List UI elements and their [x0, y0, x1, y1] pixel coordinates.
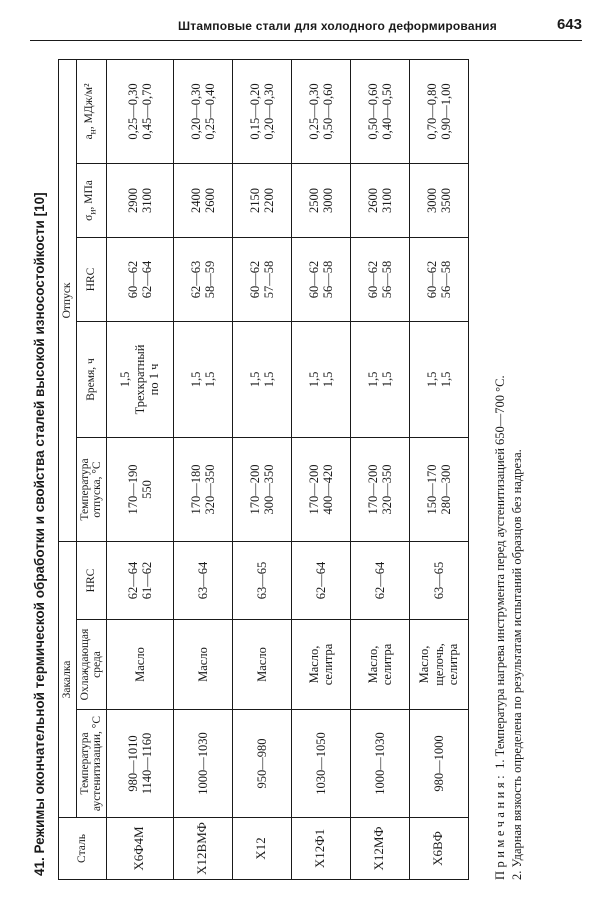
cell-aust-temp [232, 710, 291, 818]
cell-hrc-q [173, 541, 232, 619]
cell-line: 170—180 [188, 464, 203, 515]
page-header [30, 0, 582, 41]
cell-steel: Х12МФ [350, 818, 409, 880]
cell-line: 1,5 [379, 371, 394, 388]
notes-label: Примечания: [493, 771, 507, 880]
cell-line: 0,25—0,30 [306, 83, 321, 140]
cell-steel: Х6ВФ [409, 818, 468, 880]
cell-line: Масло, [417, 645, 432, 684]
page-number: 643 [556, 16, 582, 33]
group-temper: Отпуск [59, 59, 77, 541]
cell-line: 2400 [188, 187, 203, 213]
cell-temper-temp [409, 437, 468, 541]
cell-steel: Х12Ф1 [291, 818, 350, 880]
cell-line: Трехкратный [132, 344, 147, 415]
table-title: 41. Режимы окончательной термической обработки и свойства сталей высокой износостойкости [10] [32, 192, 47, 876]
cell-line: 2600 [202, 187, 217, 213]
cell-line: 1000—1030 [372, 732, 387, 795]
cell-impact [291, 59, 350, 163]
table-row [350, 59, 409, 879]
cell-line: 3100 [379, 187, 394, 213]
cell-line: 56—58 [379, 260, 394, 299]
cell-temper-temp [291, 437, 350, 541]
col-cooling: Охлаждающая среда [76, 620, 106, 710]
cell-sigma [232, 163, 291, 237]
cell-impact [106, 59, 173, 163]
cell-line: Масло, [306, 645, 321, 684]
cell-temper-temp [350, 437, 409, 541]
cell-line: 62—63 [188, 260, 203, 299]
cell-impact [350, 59, 409, 163]
cell-impact [232, 59, 291, 163]
cell-line: 2600 [365, 187, 380, 213]
cell-line: 0,50—0,60 [365, 83, 380, 140]
note-1 [492, 375, 509, 880]
running-title: Штамповые стали для холодного деформирования [178, 19, 497, 33]
cell-line: по 1 ч [147, 363, 162, 396]
col-hrc-temper: HRC [76, 237, 106, 321]
cell-temper-temp [232, 437, 291, 541]
cell-line: 280—300 [438, 464, 453, 515]
cell-time [173, 321, 232, 437]
cell-aust-temp [106, 710, 173, 818]
cell-line: 1000—1030 [195, 732, 210, 795]
table-row [409, 59, 468, 879]
cell-line: 170—190 [125, 464, 140, 515]
cell-line: селитра [379, 643, 394, 686]
cell-hrc-t [350, 237, 409, 321]
cell-line: 0,90—1,00 [438, 83, 453, 140]
cell-line: 63—65 [431, 561, 446, 600]
cell-sigma [350, 163, 409, 237]
cell-sigma [106, 163, 173, 237]
cell-line: 3500 [438, 187, 453, 213]
cell-steel: Х12ВМФ [173, 818, 232, 880]
cell-line: 0,25—0,40 [202, 83, 217, 140]
cell-line: 0,70—0,80 [424, 83, 439, 140]
cell-hrc-q [291, 541, 350, 619]
col-steel: Сталь [59, 818, 107, 880]
cell-line: 0,20—0,30 [261, 83, 276, 140]
rotated-table-block [30, 60, 560, 880]
cell-line: 1,5 [261, 371, 276, 388]
header-column-row [76, 59, 106, 879]
cell-sigma [173, 163, 232, 237]
cell-line: 170—200 [247, 464, 262, 515]
cell-line: 0,25—0,30 [125, 83, 140, 140]
cell-line: 1,5 [306, 371, 321, 388]
cell-hrc-q [232, 541, 291, 619]
cell-line: 320—350 [379, 464, 394, 515]
cell-line: 3000 [320, 187, 335, 213]
cell-line: 320—350 [202, 464, 217, 515]
cell-line: 150—170 [424, 464, 439, 515]
cell-hrc-t [106, 237, 173, 321]
cell-line: 550 [139, 480, 154, 499]
cell-line: 60—62 [306, 260, 321, 299]
cell-hrc-q [350, 541, 409, 619]
cell-time [409, 321, 468, 437]
note-1-text: 1. Температура нагрева инструмента перед аустенитизацией 650—700 °С. [493, 375, 507, 769]
cell-hrc-t [173, 237, 232, 321]
cell-line: 1,5 [438, 371, 453, 388]
cell-line: селитра [320, 643, 335, 686]
cell-line: 0,50—0,60 [320, 83, 335, 140]
cell-line: Масло [254, 647, 269, 682]
cell-line: 300—350 [261, 464, 276, 515]
cell-line: Масло, [365, 645, 380, 684]
cell-cooling [106, 620, 173, 710]
cell-line: 3100 [139, 187, 154, 213]
cell-time [106, 321, 173, 437]
cell-cooling [291, 620, 350, 710]
cell-line: 980—1010 [125, 735, 140, 792]
cell-temper-temp [173, 437, 232, 541]
cell-line: 60—62 [247, 260, 262, 299]
cell-hrc-q [106, 541, 173, 619]
table-row [106, 59, 173, 879]
cell-line: 58—59 [202, 260, 217, 299]
cell-hrc-t [232, 237, 291, 321]
cell-line: 170—200 [306, 464, 321, 515]
cell-line: 3000 [424, 187, 439, 213]
cell-line: 62—64 [139, 260, 154, 299]
col-sigma: $\sigma_и$, МПа [76, 163, 106, 237]
cell-line: 62—64 [125, 561, 140, 600]
table-row [173, 59, 232, 879]
cell-aust-temp [409, 710, 468, 818]
cell-steel: Х12 [232, 818, 291, 880]
cell-cooling [409, 620, 468, 710]
cell-line: 56—58 [438, 260, 453, 299]
cell-line: 1,5 [247, 371, 262, 388]
col-aust-temp: Температура аустенитизации, °С [76, 710, 106, 818]
cell-line: 0,15—0,20 [247, 83, 262, 140]
cell-line: 0,20—0,30 [188, 83, 203, 140]
cell-impact [409, 59, 468, 163]
cell-line: 60—62 [424, 260, 439, 299]
cell-line: 980—1000 [431, 735, 446, 792]
col-time: Время, ч [76, 321, 106, 437]
cell-aust-temp [291, 710, 350, 818]
cell-steel: Х6Ф4М [106, 818, 173, 880]
cell-line: 60—62 [125, 260, 140, 299]
cell-line: Масло [195, 647, 210, 682]
cell-time [350, 321, 409, 437]
cell-temper-temp [106, 437, 173, 541]
cell-line: 62—64 [313, 561, 328, 600]
cell-line: 0,45—0,70 [139, 83, 154, 140]
cell-line: 2900 [125, 187, 140, 213]
cell-line: 1,5 [365, 371, 380, 388]
cell-line: 61—62 [139, 561, 154, 600]
cell-time [291, 321, 350, 437]
group-quench: Закалка [59, 541, 77, 817]
cell-sigma [409, 163, 468, 237]
cell-line: селитра [446, 643, 461, 686]
note-2: 2. Ударная вязкость определена по результатам испытаний образцов без надреза. [510, 449, 524, 880]
cell-line: 1140—1160 [139, 732, 154, 795]
notes [492, 375, 526, 880]
cell-line: 60—62 [365, 260, 380, 299]
cell-line: щелочь, [431, 643, 446, 686]
cell-aust-temp [173, 710, 232, 818]
cell-cooling [350, 620, 409, 710]
cell-line: 1,5 [188, 371, 203, 388]
cell-impact [173, 59, 232, 163]
cell-line: 170—200 [365, 464, 380, 515]
cell-line: 1030—1050 [313, 732, 328, 795]
cell-line: 2150 [247, 187, 262, 213]
cell-hrc-q [409, 541, 468, 619]
cell-line: 0,40—0,50 [379, 83, 394, 140]
cell-aust-temp [350, 710, 409, 818]
cell-line: 57—58 [261, 260, 276, 299]
table-row [232, 59, 291, 879]
cell-cooling [232, 620, 291, 710]
cell-line: 63—65 [254, 561, 269, 600]
cell-line: 62—64 [372, 561, 387, 600]
cell-line: 1,5 [320, 371, 335, 388]
cell-line: 1,5 [424, 371, 439, 388]
cell-sigma [291, 163, 350, 237]
table-body [106, 59, 468, 879]
cell-line: 400—420 [320, 464, 335, 515]
cell-cooling [173, 620, 232, 710]
cell-line: 1,5 [118, 371, 133, 388]
cell-line: 56—58 [320, 260, 335, 299]
cell-line: 2200 [261, 187, 276, 213]
cell-time [232, 321, 291, 437]
cell-line: 1,5 [202, 371, 217, 388]
cell-line: Масло [132, 647, 147, 682]
steel-treatment-table [58, 59, 469, 880]
cell-hrc-t [409, 237, 468, 321]
header-group-row [59, 59, 77, 879]
table-row [291, 59, 350, 879]
col-hrc-quench: HRC [76, 541, 106, 619]
col-temper-temp: Температура отпуска, °С [76, 437, 106, 541]
cell-line: 950—980 [254, 738, 269, 789]
cell-line: 2500 [306, 187, 321, 213]
cell-hrc-t [291, 237, 350, 321]
col-impact: $a_н$, МДж/м² [76, 59, 106, 163]
cell-line: 63—64 [195, 561, 210, 600]
